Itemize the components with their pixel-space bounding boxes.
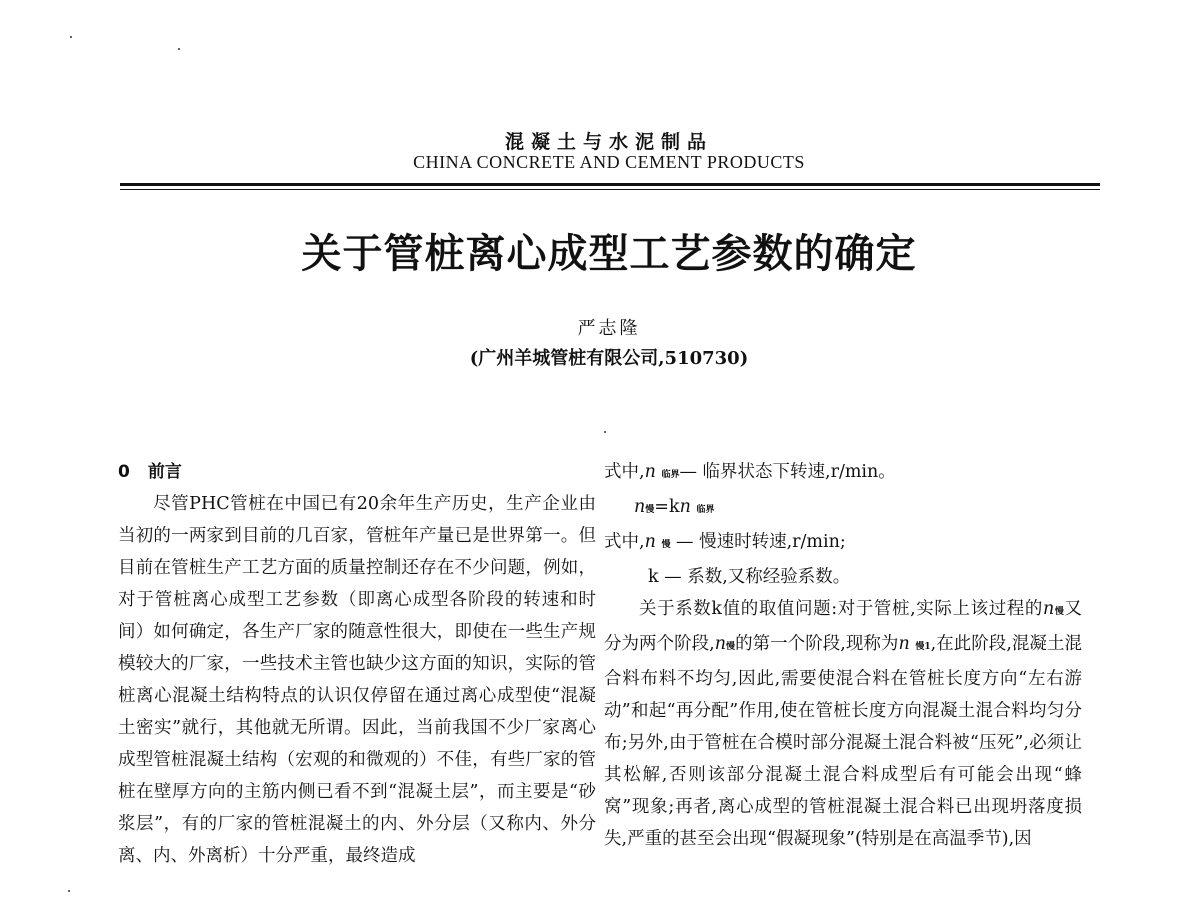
scan-speck bbox=[70, 36, 72, 38]
section-heading bbox=[118, 456, 596, 488]
left-column bbox=[118, 456, 596, 872]
scan-speck bbox=[68, 890, 70, 892]
article-title: 关于管桩离心成型工艺参数的确定 bbox=[301, 231, 917, 277]
intro-paragraph: 尽管PHC管桩在中国已有20余年生产历史，生产企业由当初的一两家到目前的几百家，管桩年产量已是世界第一。但目前在管桩生产工艺方面的质量控制还存在不少问题，例如，对于管桩离心成型工艺参数（即离心成型各阶段的转速和时间）如何确定，各生产厂家的随意性很大，即使在一些生产规模较大的厂家，一些技术主管也缺少这方面的知识，实际的管桩离心混凝土结构特点的认识仅停留在通过离心成型使“混凝土密实”就行，其他就无所谓。因此，当前我国不少厂家离心成型管桩混凝土结构（宏观的和微观的）不佳，有些厂家的管桩在壁厚方向的主筋内侧已看不到“混凝土层”，而主要是“砂浆层”，有的厂家的管桩混凝土的内、外分层（又称内、外分离、内、外离析）十分严重，最终造成 bbox=[118, 494, 596, 866]
coefficient-paragraph: 关于系数k值的取值问题:对于管桩,实际上该过程的n慢又分为两个阶段,n慢的第一个阶段,现称为n 慢1,在此阶段,混凝土混合料布料不均匀,因此,需要使混合料在管桩长度方向“左右游动”和起“再分配”作用,使在管桩长度方向混凝土混合料均匀分布;另外,由于管桩在合模时部分混凝土混合料被“压死”,必须让其松解,否则该部分混凝土混合料成型后有可能会出现“蜂窝”现象;再者,离心成型的管桩混凝土混合料已出现坍落度损失,严重的甚至会出现“假凝现象”(特别是在高温季节),因 bbox=[604, 599, 1082, 849]
scan-speck bbox=[604, 431, 606, 433]
scan-speck bbox=[178, 48, 180, 50]
section-number: 0 bbox=[118, 462, 130, 482]
definition-critical-speed: 式中,n 临界— 临界状态下转速,r/min。 bbox=[604, 462, 896, 482]
author-name: 严志隆 bbox=[577, 318, 641, 339]
journal-name-english: CHINA CONCRETE AND CEMENT PRODUCTS bbox=[413, 152, 805, 172]
equation-slow-speed: n慢=kn 临界 bbox=[634, 497, 715, 517]
right-column bbox=[604, 456, 1082, 855]
header-rule-thin bbox=[120, 189, 1100, 190]
journal-name-chinese: 混凝土与水泥制品 bbox=[504, 131, 713, 153]
definition-coefficient: k — 系数,又称经验系数。 bbox=[648, 567, 851, 587]
header-rule-thick bbox=[120, 183, 1100, 186]
section-title: 前言 bbox=[147, 462, 182, 482]
definition-slow-speed: 式中,n 慢 — 慢速时转速,r/min; bbox=[604, 532, 846, 552]
author-affiliation: (广州羊城管桩有限公司,510730) bbox=[469, 348, 749, 369]
